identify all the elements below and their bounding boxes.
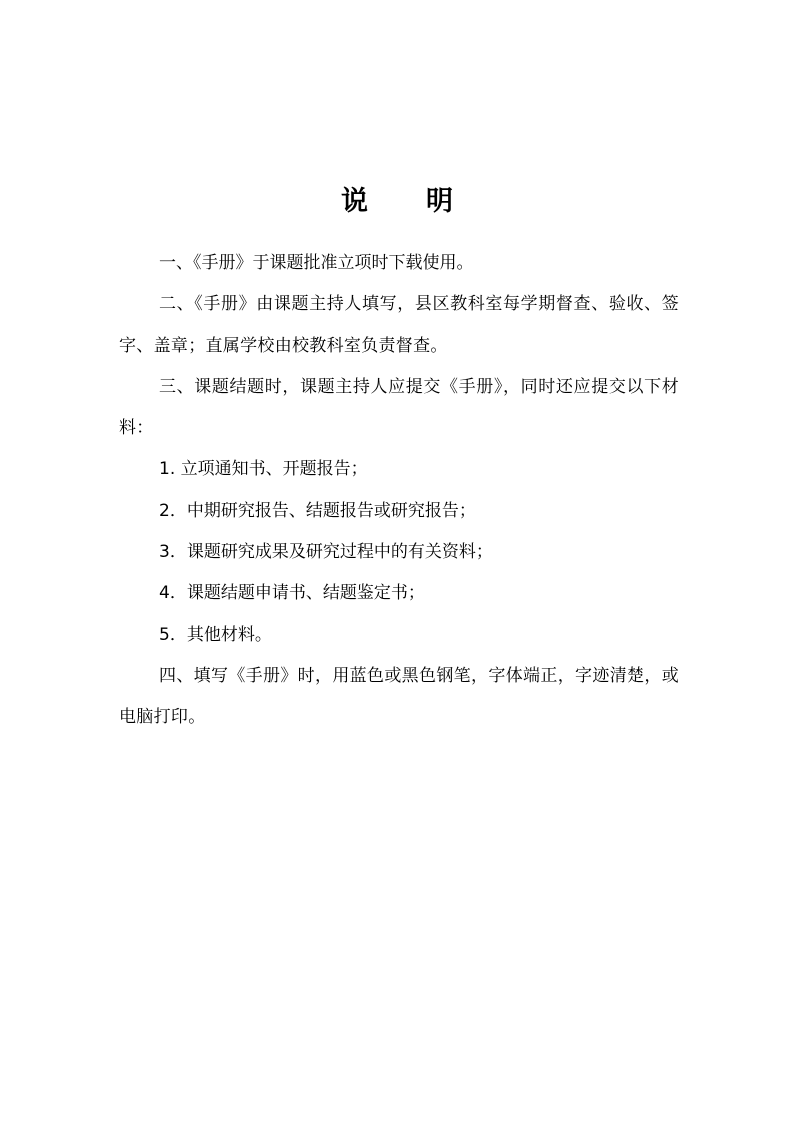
title-char-left: 说 <box>341 186 368 217</box>
title-char-right: 明 <box>426 186 453 217</box>
instruction-item-1: 一、《手册》于课题批准立项时下载使用。 <box>159 253 474 273</box>
instruction-item-4: 四、填写《手册》时，用蓝色或黑色钢笔，字体端正，字迹清楚，或电脑打印。 <box>119 665 679 728</box>
material-item-5: 5．其他材料。 <box>159 624 272 645</box>
page-title <box>0 182 794 222</box>
material-item-2: 2．中期研究报告、结题报告或研究报告； <box>159 500 476 521</box>
material-item-3: 3．课题研究成果及研究过程中的有关资料； <box>159 542 493 563</box>
material-item-4: 4．课题结题申请书、结题鉴定书； <box>159 583 425 604</box>
instruction-item-3: 三、课题结题时，课题主持人应提交《手册》，同时还应提交以下材料： <box>119 376 679 439</box>
instructions-body <box>119 243 679 739</box>
material-item-1: 1. 立项通知书、开题报告； <box>159 459 368 480</box>
instruction-item-2: 二、《手册》由课题主持人填写，县区教科室每学期督查、验收、签字、盖章；直属学校由校教科室负责督查。 <box>119 294 679 356</box>
